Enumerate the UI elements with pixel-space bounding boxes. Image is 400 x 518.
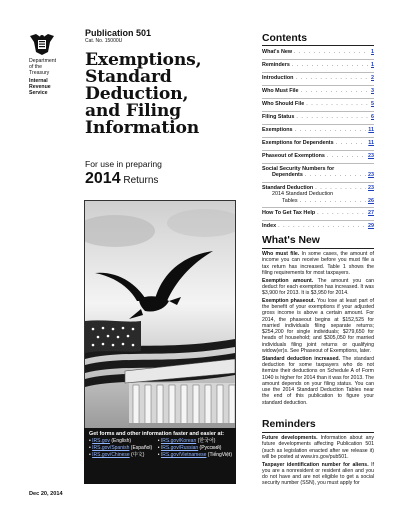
toc-page-link[interactable]: 29 — [368, 223, 374, 229]
title-line: Information — [85, 118, 200, 138]
get-forms-item: • IRS.gov/Vietnamese (TiếngViệt) — [157, 452, 232, 459]
toc-label: How To Get Tax Help — [262, 210, 316, 216]
reminders-rule — [262, 432, 374, 433]
toc-divider — [262, 85, 374, 86]
toc-leader — [336, 140, 367, 146]
toc-page-link[interactable]: 11 — [368, 127, 374, 133]
paragraph-text: You lose at least part of the benefit of your exemptions if your adjusted gross income is above a certain amount. For 2014, the phaseout begins at $152,525 for married individuals filing separate returns; $254,200 for single individuals; $279,650 for heads of household; and $305,050 for married individuals filing joint returns or qualifying widow(er)s. See Phaseout of Exemptions, later. — [262, 297, 374, 354]
publication-number: Publication 501 — [85, 28, 152, 38]
toc-entry[interactable] — [262, 88, 374, 94]
agency-line: Service — [29, 90, 48, 96]
toc-divider — [262, 220, 374, 221]
reminders-body — [262, 435, 374, 511]
toc-label: Exemptions — [262, 127, 293, 133]
toc-page-link[interactable]: 26 — [368, 197, 374, 204]
get-forms-heading: Get forms and other information faster and easier at: — [89, 431, 225, 437]
toc-label: Introduction — [262, 75, 294, 81]
irs-link-russian[interactable]: IRS.gov/Russian — [160, 445, 199, 452]
toc-page-link[interactable]: 6 — [371, 114, 374, 120]
toc-entry[interactable] — [262, 223, 374, 229]
toc-leader — [296, 114, 369, 120]
toc-label: Social Security Numbers for — [262, 166, 335, 172]
paragraph — [262, 251, 374, 276]
get-forms-item: • IRS.gov/Korean (한국어) — [157, 438, 216, 445]
paragraph — [262, 278, 374, 297]
toc-label: Phaseout of Exemptions — [262, 153, 325, 159]
toc-leader — [301, 88, 369, 94]
cover-illustration — [84, 200, 236, 430]
whats-new-rule — [262, 248, 374, 249]
toc-entry[interactable] — [262, 185, 374, 204]
toc-divider — [262, 150, 374, 151]
for-use-text: For use in preparing — [85, 159, 162, 169]
toc-leader — [305, 172, 366, 178]
paragraph-lead: Taxpayer identification number for aliens. — [262, 461, 369, 468]
paragraph-lead: Exemption amount. — [262, 277, 314, 284]
toc-leader — [317, 210, 366, 216]
toc-leader — [295, 127, 367, 133]
toc-label: Who Must File — [262, 88, 299, 94]
toc-entry[interactable] — [262, 101, 374, 107]
whats-new-title: What's New — [262, 235, 320, 246]
toc-label: Exemptions for Dependents — [262, 140, 334, 146]
toc-label: Dependents — [272, 172, 303, 179]
title-line: Standard — [85, 67, 172, 87]
toc-divider — [262, 72, 374, 73]
paragraph-text: If you are a nonresident or resident alien and you do not have and are not eligible to get a social security number (SSN), you must apply for — [262, 461, 374, 487]
get-forms-banner — [84, 428, 236, 484]
toc-label: Standard Deduction — [262, 185, 314, 191]
toc-leader — [292, 62, 369, 68]
paragraph — [262, 298, 374, 354]
agency-line: Treasury — [29, 70, 50, 76]
toc-entry[interactable] — [262, 153, 374, 159]
language-label: (Pусский) — [198, 445, 222, 452]
paragraph-text: In some cases, the amount of income you can receive before you must file a tax return has increased. Table 1 shows the filing requirements for most taxpayers. — [262, 251, 374, 276]
agency-line: Internal — [29, 78, 48, 84]
irs-link-chinese[interactable]: IRS.gov/Chinese — [92, 452, 130, 459]
contents-title: Contents — [262, 33, 308, 44]
paragraph-text: The amount you can deduct for each exemption has increased. It was $3,900 for 2013. It is $3,950 for 2014. — [262, 277, 375, 297]
toc-page-link[interactable]: 1 — [371, 49, 374, 55]
toc-leader — [306, 101, 369, 107]
agency-name — [29, 58, 67, 96]
contents-rule — [262, 45, 374, 46]
toc-entry[interactable] — [262, 49, 374, 55]
toc-leader — [300, 198, 366, 204]
toc-divider — [262, 98, 374, 99]
toc-page-link[interactable]: 27 — [368, 210, 374, 216]
title-line: Deduction, — [85, 84, 189, 104]
toc-label: Index — [262, 223, 277, 229]
tax-year — [85, 170, 158, 188]
irs-link-korean[interactable]: IRS.gov/Korean — [160, 438, 197, 445]
year-number: 2014 — [85, 170, 121, 187]
toc-label: What's New — [262, 49, 293, 55]
toc-page-link[interactable]: 2 — [371, 75, 374, 81]
title-line: Exemptions, — [85, 50, 202, 70]
paragraph-text: The standard deduction for some taxpayers who do not itemize their deductions on Schedule A of Form 1040 is higher for 2014 than it was for 2013. The amount depends on your filing status. You can use the 2014 Standard Deduction Tables near the end of this publication to figure your standard deduction. — [262, 355, 375, 406]
capitol-building-graphic — [125, 359, 235, 429]
reminders-title: Reminders — [262, 419, 316, 430]
agency-line: Department — [29, 58, 57, 64]
paragraph-lead: Exemption phaseout. — [262, 297, 316, 304]
toc-page-link[interactable]: 23 — [368, 185, 374, 191]
reminders-section — [262, 419, 374, 433]
agency-line: Revenue — [29, 84, 51, 90]
toc-entry[interactable] — [262, 140, 374, 146]
language-label: (中文) — [129, 452, 145, 459]
toc-page-link[interactable]: 3 — [371, 88, 374, 94]
toc-label: Filing Status — [262, 114, 295, 120]
catalog-number: Cat. No. 15000U — [85, 38, 123, 44]
toc-entry[interactable] — [262, 75, 374, 81]
publication-title — [85, 52, 245, 137]
toc-leader — [278, 223, 366, 229]
year-suffix: Returns — [120, 175, 159, 186]
toc-entry[interactable] — [262, 62, 374, 68]
paragraph — [262, 356, 374, 406]
toc-page-link[interactable]: 23 — [368, 153, 374, 159]
whats-new-body — [262, 251, 374, 407]
toc-label: Reminders — [262, 62, 290, 68]
paragraph — [262, 462, 374, 487]
toc-divider — [262, 111, 374, 112]
toc-entry[interactable] — [262, 166, 374, 179]
toc-page-link[interactable]: 5 — [371, 101, 374, 107]
toc-label: Who Should File — [262, 101, 305, 107]
language-label: (Español) — [129, 445, 153, 452]
toc-leader — [327, 153, 366, 159]
toc-divider — [262, 163, 374, 164]
toc-entry[interactable] — [262, 127, 374, 133]
whats-new-section — [262, 235, 374, 249]
get-forms-item: • IRS.gov/Spanish (Español) — [89, 445, 153, 452]
paragraph-lead: Who must file. — [262, 251, 300, 257]
table-of-contents — [262, 49, 374, 249]
get-forms-item: • IRS.gov (English) — [89, 438, 132, 445]
toc-divider — [262, 207, 374, 208]
toc-leader — [294, 49, 369, 55]
paragraph-text: Information about any future developments affecting Publication 501 (such as legislation enacted after we release it) will be posted at www.irs.gov/pub501. — [262, 435, 374, 460]
paragraph-lead: Future developments. — [262, 435, 318, 441]
publication-date: Dec 20, 2014 — [29, 491, 63, 497]
paragraph — [262, 435, 374, 460]
irs-link-english[interactable]: IRS.gov — [92, 438, 110, 445]
toc-page-link[interactable]: 11 — [368, 140, 374, 146]
paragraph-lead: Standard deduction increased. — [262, 355, 340, 362]
language-label: (한국어) — [196, 438, 216, 445]
irs-eagle-logo — [28, 30, 56, 56]
agency-line: of the — [29, 64, 42, 70]
toc-sublabel: Tables — [282, 197, 298, 204]
language-label: (English) — [109, 438, 132, 445]
toc-entry[interactable] — [262, 114, 374, 120]
toc-page-link[interactable]: 23 — [368, 172, 374, 179]
toc-entry[interactable] — [262, 210, 374, 216]
toc-divider — [262, 137, 374, 138]
get-forms-item: • IRS.gov/Chinese (中文) — [89, 452, 145, 459]
title-line: and Filing — [85, 101, 181, 121]
irs-link-spanish[interactable]: IRS.gov/Spanish — [92, 445, 130, 452]
toc-divider — [262, 182, 374, 183]
get-forms-item: • IRS.gov/Russian (Pусский) — [157, 445, 222, 452]
toc-divider — [262, 59, 374, 60]
toc-leader — [295, 75, 369, 81]
get-forms-links — [85, 438, 235, 459]
toc-sublabel: 2014 Standard Deduction — [272, 191, 334, 198]
flag-building-dove-image — [85, 201, 235, 429]
language-label: (TiếngViệt) — [206, 452, 232, 459]
toc-divider — [262, 124, 374, 125]
toc-page-link[interactable]: 1 — [371, 62, 374, 68]
irs-link-vietnamese[interactable]: IRS.gov/Vietnamese — [160, 452, 207, 459]
